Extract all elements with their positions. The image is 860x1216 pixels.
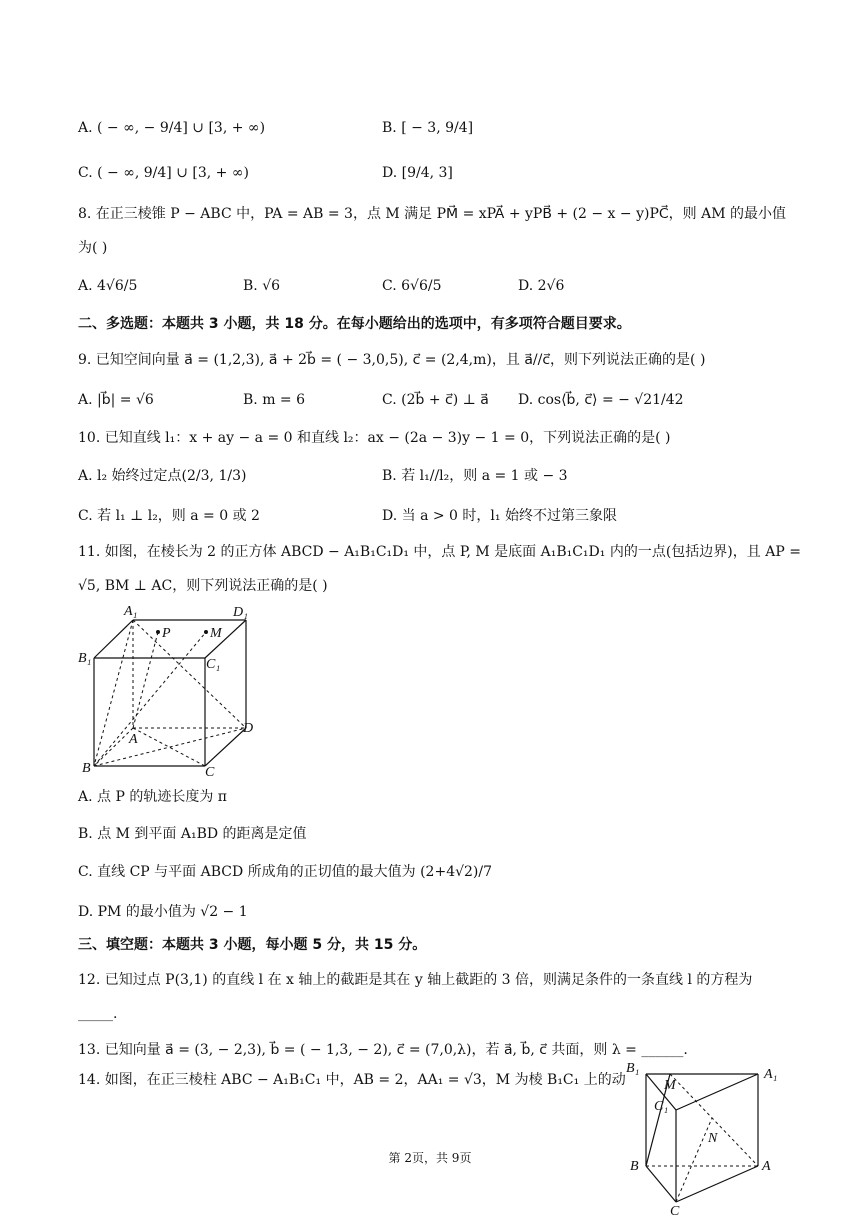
q8-option-b: B. √6 <box>243 278 281 294</box>
label-b: B <box>82 761 91 776</box>
q11-stem-line2: √5, BM ⊥ AC，则下列说法正确的是( ) <box>78 578 328 594</box>
label-p: P <box>162 626 171 641</box>
q11-option-a: A. 点 P 的轨迹长度为 π <box>78 789 227 805</box>
q12-stem-line1: 12. 已知过点 P(3,1) 的直线 l 在 x 轴上的截距是其在 y 轴上截距的 3 倍，则满足条件的一条直线 l 的方程为 <box>78 972 753 988</box>
q11-option-d: D. PM 的最小值为 √2 − 1 <box>78 904 248 920</box>
q11-option-c: C. 直线 CP 与平面 ABCD 所成角的正切值的最大值为 (2+4√2)/7 <box>78 864 493 880</box>
q10-option-a: A. l₂ 始终过定点(2/3, 1/3) <box>78 468 247 484</box>
q7-option-d: D. [9/4, 3] <box>382 165 453 181</box>
label-prism-c1: C₁ <box>654 1099 669 1114</box>
label-prism-m: M <box>664 1078 676 1093</box>
q7-option-a: A. ( − ∞, − 9/4] ∪ [3, + ∞) <box>78 120 266 136</box>
page-footer: 第 2页，共 9页 <box>388 1151 472 1165</box>
label-prism-n: N <box>708 1131 718 1146</box>
q11-option-b: B. 点 M 到平面 A₁BD 的距离是定值 <box>78 826 307 842</box>
label-c1: C₁ <box>206 657 221 672</box>
q9-option-c: C. (2b⃗ + c⃗) ⊥ a⃗ <box>382 392 489 408</box>
label-c: C <box>205 765 215 780</box>
section-fill-in-heading: 三、填空题：本题共 3 小题，每小题 5 分，共 15 分。 <box>78 937 427 953</box>
label-m: M <box>210 626 222 641</box>
label-prism-b: B <box>630 1159 639 1174</box>
q8-option-a: A. 4√6/5 <box>78 278 138 294</box>
q8-option-c: C. 6√6/5 <box>382 278 442 294</box>
point-m-dot <box>204 630 208 634</box>
prism-figure <box>622 1056 792 1216</box>
q9-option-b: B. m = 6 <box>243 392 306 408</box>
label-prism-b1: B₁ <box>626 1061 640 1076</box>
q14-stem: 14. 如图，在正三棱柱 ABC − A₁B₁C₁ 中，AB = 2，AA₁ = √3，M 为棱 B₁C₁ 上的动 <box>78 1072 626 1088</box>
cube-figure <box>76 600 266 780</box>
q9-stem: 9. 已知空间向量 a⃗ = (1,2,3), a⃗ + 2b⃗ = ( − 3,0,5), c⃗ = (2,4,m)，且 a⃗//c⃗，则下列说法正确的是( ) <box>78 352 706 368</box>
label-b1: B₁ <box>78 651 92 666</box>
q10-option-b: B. 若 l₁//l₂，则 a = 1 或 − 3 <box>382 468 568 484</box>
q9-option-a: A. |b⃗| = √6 <box>78 392 154 408</box>
label-prism-a1: A₁ <box>764 1067 778 1082</box>
q10-option-d: D. 当 a > 0 时，l₁ 始终不过第三象限 <box>382 508 617 524</box>
q12-stem-line2: _____. <box>78 1006 118 1022</box>
label-d1: D₁ <box>233 605 248 620</box>
q11-stem-line1: 11. 如图，在棱长为 2 的正方体 ABCD − A₁B₁C₁D₁ 中，点 P, M 是底面 A₁B₁C₁D₁ 内的一点(包括边界)，且 AP = <box>78 544 801 560</box>
q7-option-b: B. [ − 3, 9/4] <box>382 120 474 136</box>
q8-stem-line1: 8. 在正三棱锥 P − ABC 中，PA = AB = 3，点 M 满足 PM⃗ = xPA⃗ + yPB⃗ + (2 − x − y)PC⃗，则 AM 的最小值 <box>78 206 786 222</box>
point-p-dot <box>156 630 160 634</box>
q8-option-d: D. 2√6 <box>518 278 565 294</box>
label-prism-a: A <box>762 1159 771 1174</box>
section-multiple-choice-heading: 二、多选题：本题共 3 小题，共 18 分。在每小题给出的选项中，有多项符合题目要求。 <box>78 316 631 332</box>
label-a: A <box>129 732 138 747</box>
label-a1: A₁ <box>124 604 138 619</box>
q8-stem-line2: 为( ) <box>78 240 108 256</box>
label-prism-c: C <box>670 1204 680 1216</box>
q10-stem: 10. 已知直线 l₁：x + ay − a = 0 和直线 l₂：ax − (2a − 3)y − 1 = 0，下列说法正确的是( ) <box>78 430 671 446</box>
q10-option-c: C. 若 l₁ ⊥ l₂，则 a = 0 或 2 <box>78 508 260 524</box>
q13-stem: 13. 已知向量 a⃗ = (3, − 2,3), b⃗ = ( − 1,3, − 2), c⃗ = (7,0,λ)，若 a⃗, b⃗, c⃗ 共面，则 λ = ______. <box>78 1042 688 1058</box>
label-d: D <box>243 721 254 736</box>
q9-option-d: D. cos⟨b⃗, c⃗⟩ = − √21/42 <box>518 392 684 408</box>
q7-option-c: C. ( − ∞, 9/4] ∪ [3, + ∞) <box>78 165 249 181</box>
